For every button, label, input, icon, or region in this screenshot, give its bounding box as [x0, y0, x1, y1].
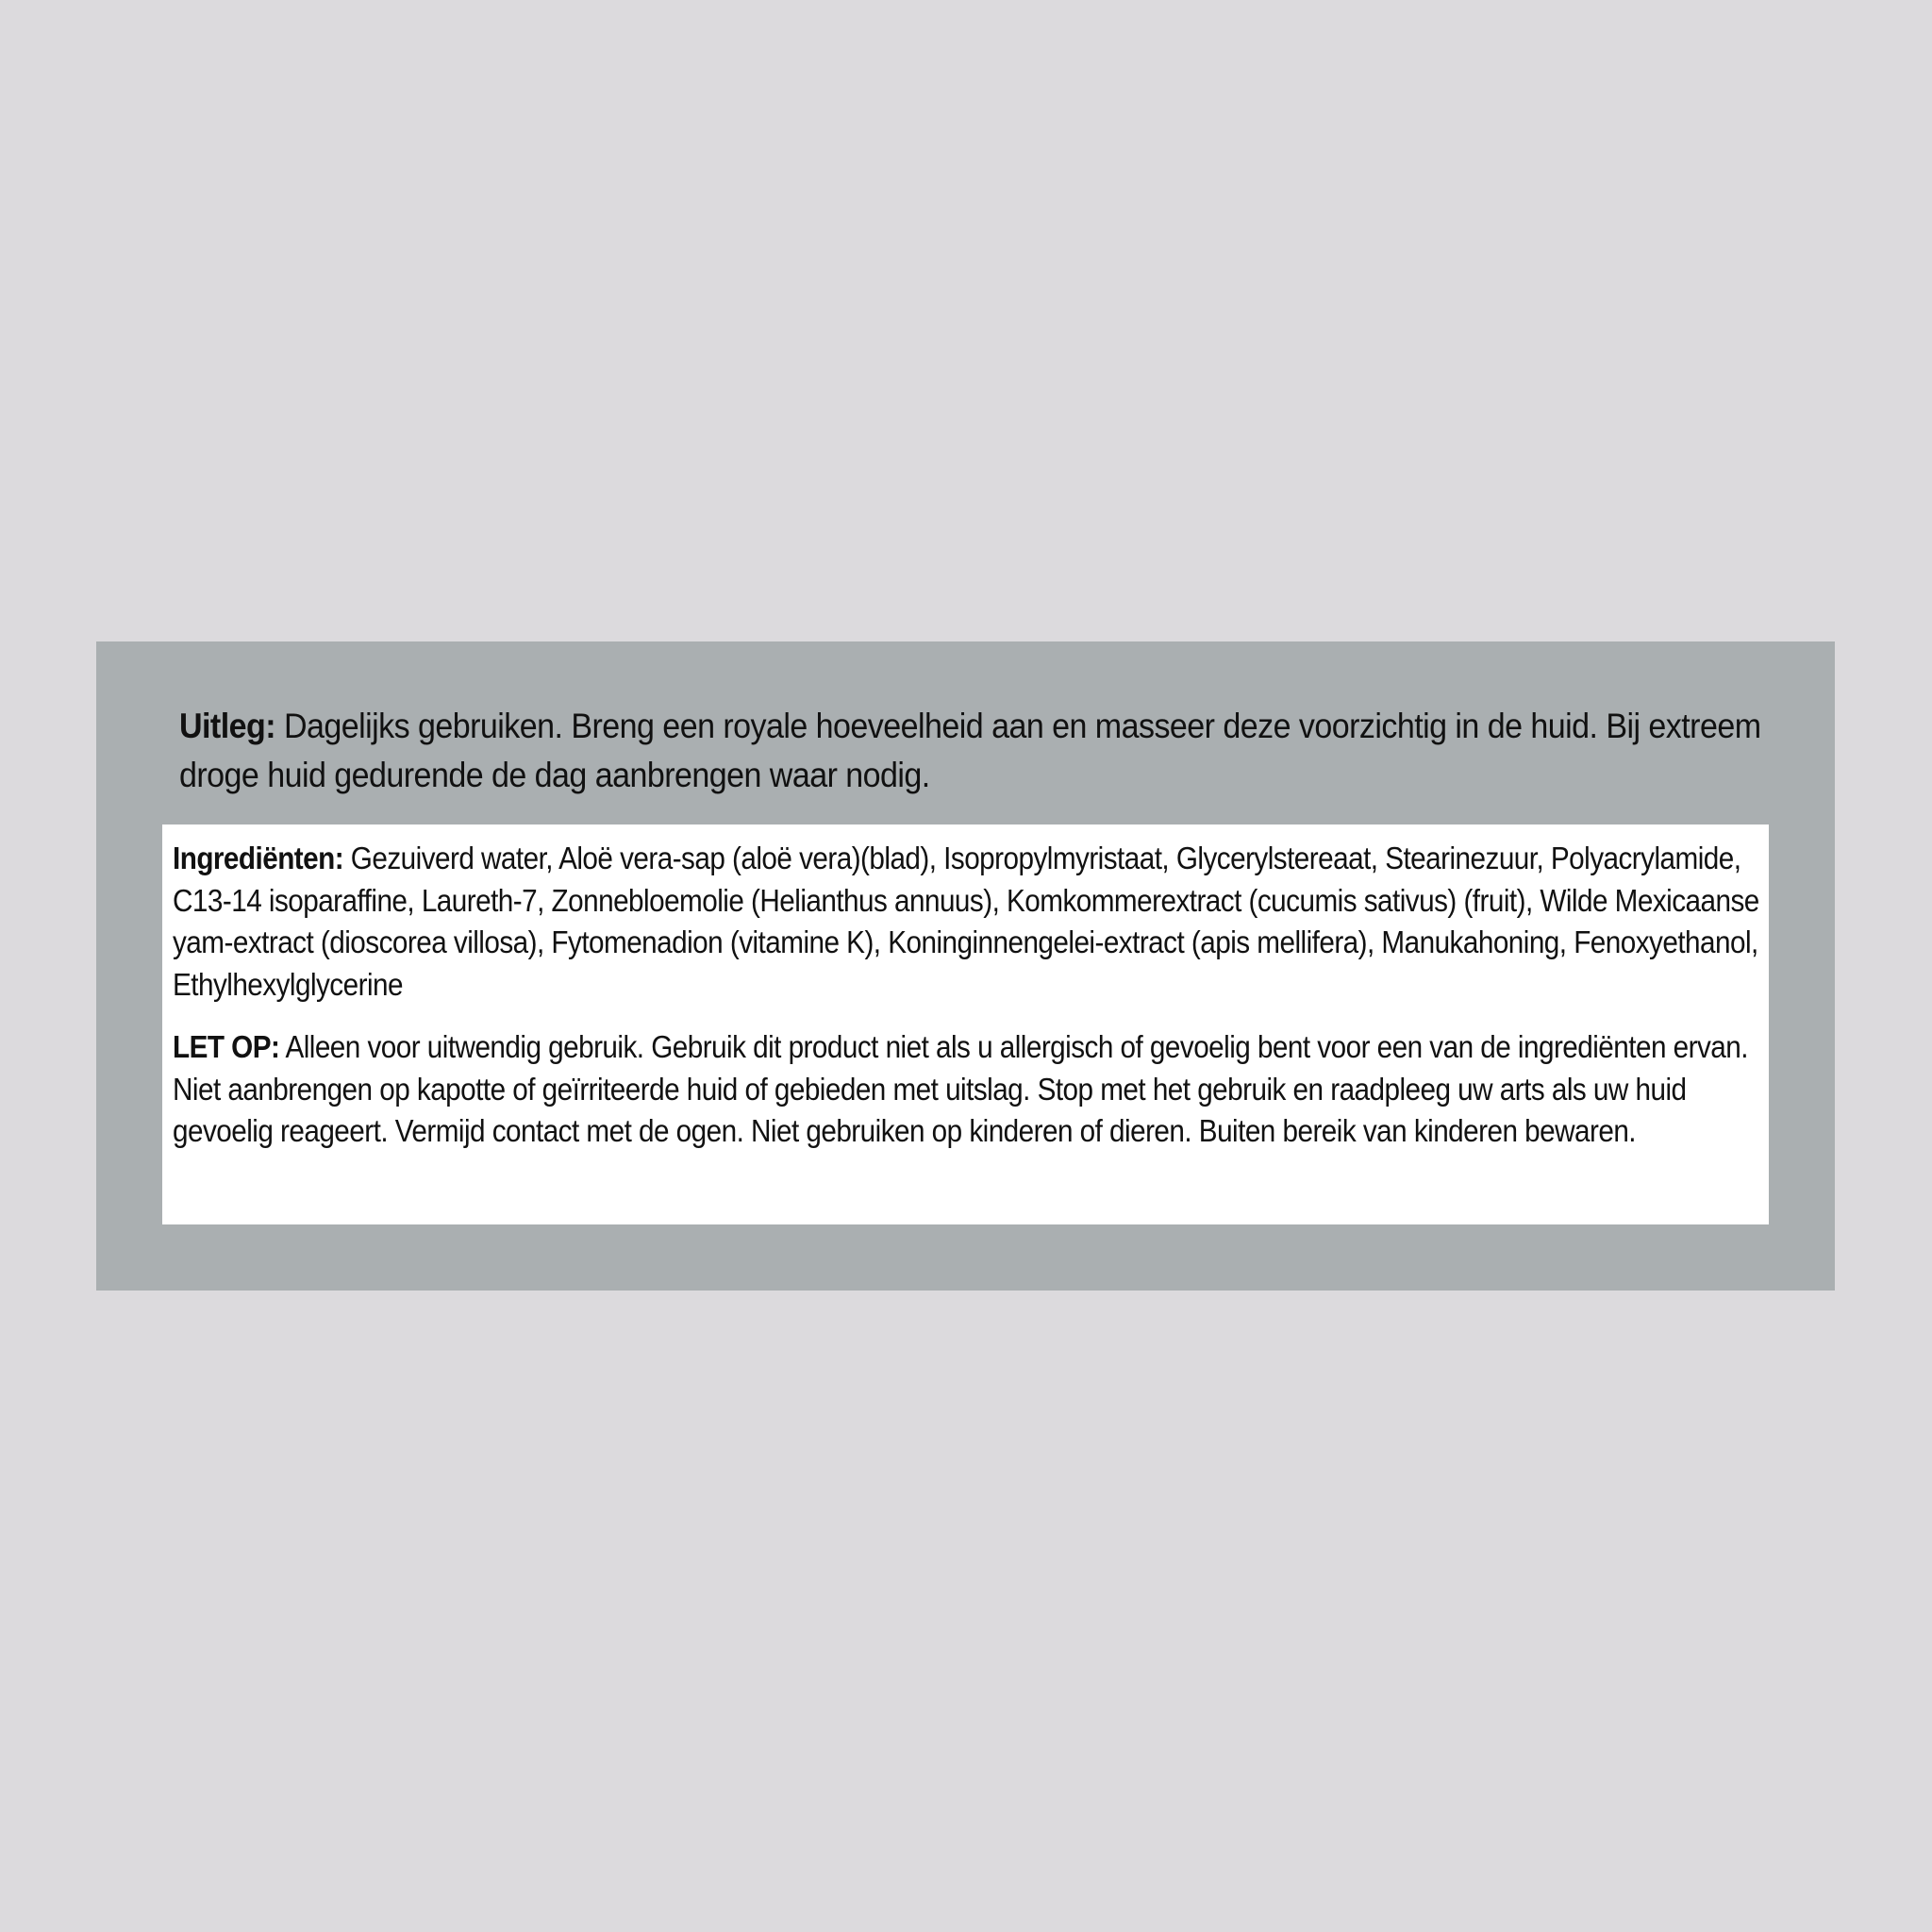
ingredients-paragraph — [173, 838, 1769, 1006]
usage-paragraph — [179, 702, 1768, 800]
warning-text: Alleen voor uitwendig gebruik. Gebruik dit product niet als u allergisch of gevoelig bent voor een van de ingrediënten ervan. Niet aanbrengen op kapotte of geïrriteerde huid of gebieden met uitslag. Stop met het gebruik en raadpleeg uw arts als uw huid gevoelig reageert. Vermijd contact met de ogen. Niet gebruiken op kinderen of dieren. Buiten bereik van kinderen bewaren. — [173, 1029, 1748, 1148]
ingredients-warning-box — [162, 824, 1769, 1224]
ingredients-label: Ingrediënten: — [173, 841, 344, 875]
usage-label: Uitleg: — [179, 707, 276, 745]
warning-paragraph — [173, 1026, 1769, 1153]
ingredients-text: Gezuiverd water, Aloë vera-sap (aloë vera)(blad), Isopropylmyristaat, Glycerylstereaat, Stearinezuur, Polyacrylamide, C13-14 isoparaffine, Laureth-7, Zonnebloemolie (Helianthus annuus), Komkommerextract (cucumis sativus) (fruit), Wilde Mexicaanse yam-extract (dioscorea villosa), Fytomenadion (vitamine K), Koninginnengelei-extract (apis mellifera), Manukahoning, Fenoxyethanol, Ethylhexylglycerine — [173, 841, 1759, 1002]
warning-label: LET OP: — [173, 1029, 280, 1064]
label-panel — [96, 641, 1835, 1291]
usage-text: Dagelijks gebruiken. Breng een royale hoeveelheid aan en masseer deze voorzichtig in de huid. Bij extreem droge huid gedurende de dag aanbrengen waar nodig. — [179, 707, 1761, 794]
